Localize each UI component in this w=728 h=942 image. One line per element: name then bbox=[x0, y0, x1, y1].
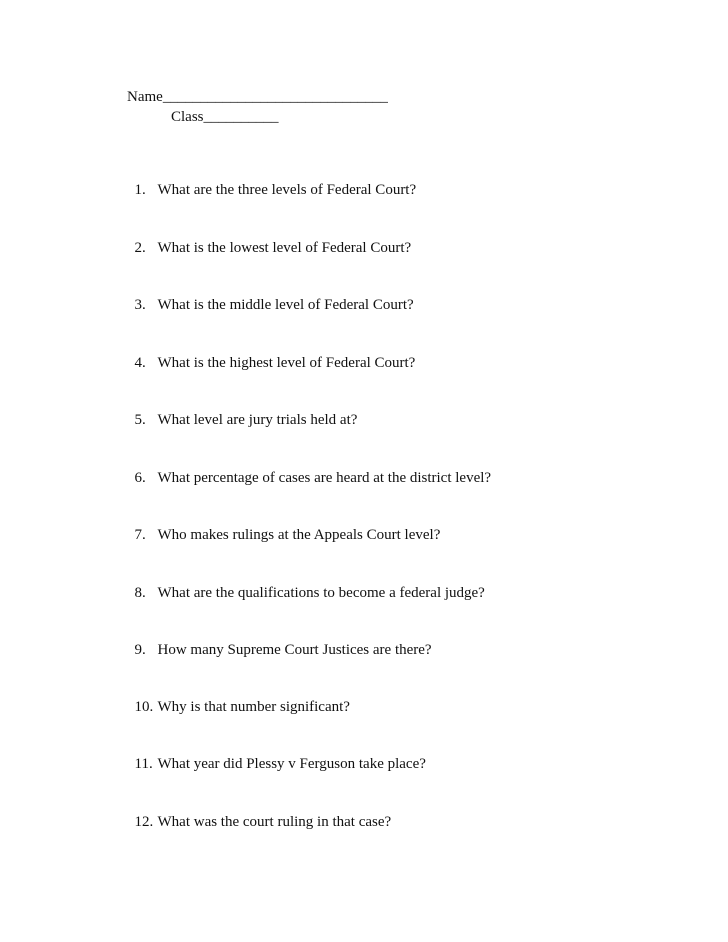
question-number: 1. bbox=[134, 182, 146, 198]
question-text: What are the qualifications to become a federal judge? bbox=[157, 585, 485, 601]
question-item bbox=[127, 451, 491, 487]
class-field-label: Class__________ bbox=[171, 109, 279, 125]
question-item bbox=[127, 623, 432, 659]
question-number: 8. bbox=[134, 585, 146, 601]
question-item bbox=[127, 336, 415, 372]
question-number: 6. bbox=[134, 470, 146, 486]
question-number: 11. bbox=[134, 756, 153, 772]
question-item bbox=[127, 221, 411, 257]
question-item bbox=[127, 566, 485, 602]
question-item bbox=[127, 278, 414, 314]
question-item bbox=[127, 680, 350, 716]
question-text: How many Supreme Court Justices are there? bbox=[157, 642, 432, 658]
question-number: 2. bbox=[134, 240, 146, 256]
question-number: 7. bbox=[134, 527, 146, 543]
question-number: 4. bbox=[134, 355, 146, 371]
question-item bbox=[127, 163, 416, 199]
question-text: Why is that number significant? bbox=[157, 699, 350, 715]
question-text: What was the court ruling in that case? bbox=[157, 814, 392, 830]
question-item bbox=[127, 508, 440, 544]
question-text: What is the lowest level of Federal Court? bbox=[157, 240, 412, 256]
question-text: What is the highest level of Federal Court? bbox=[157, 355, 416, 371]
question-text: What is the middle level of Federal Court? bbox=[157, 297, 414, 313]
question-text: What year did Plessy v Ferguson take place? bbox=[157, 756, 426, 772]
question-number: 10. bbox=[134, 699, 154, 715]
question-text: What level are jury trials held at? bbox=[157, 412, 358, 428]
question-item bbox=[127, 393, 357, 429]
question-text: What percentage of cases are heard at the district level? bbox=[157, 470, 492, 486]
question-number: 5. bbox=[134, 412, 146, 428]
question-number: 9. bbox=[134, 642, 146, 658]
question-item bbox=[127, 795, 391, 831]
name-field-label: Name______________________________ bbox=[127, 89, 388, 105]
question-number: 12. bbox=[134, 814, 154, 830]
question-number: 3. bbox=[134, 297, 146, 313]
question-item bbox=[127, 737, 426, 773]
question-text: What are the three levels of Federal Court? bbox=[157, 182, 417, 198]
question-text: Who makes rulings at the Appeals Court level? bbox=[157, 527, 441, 543]
